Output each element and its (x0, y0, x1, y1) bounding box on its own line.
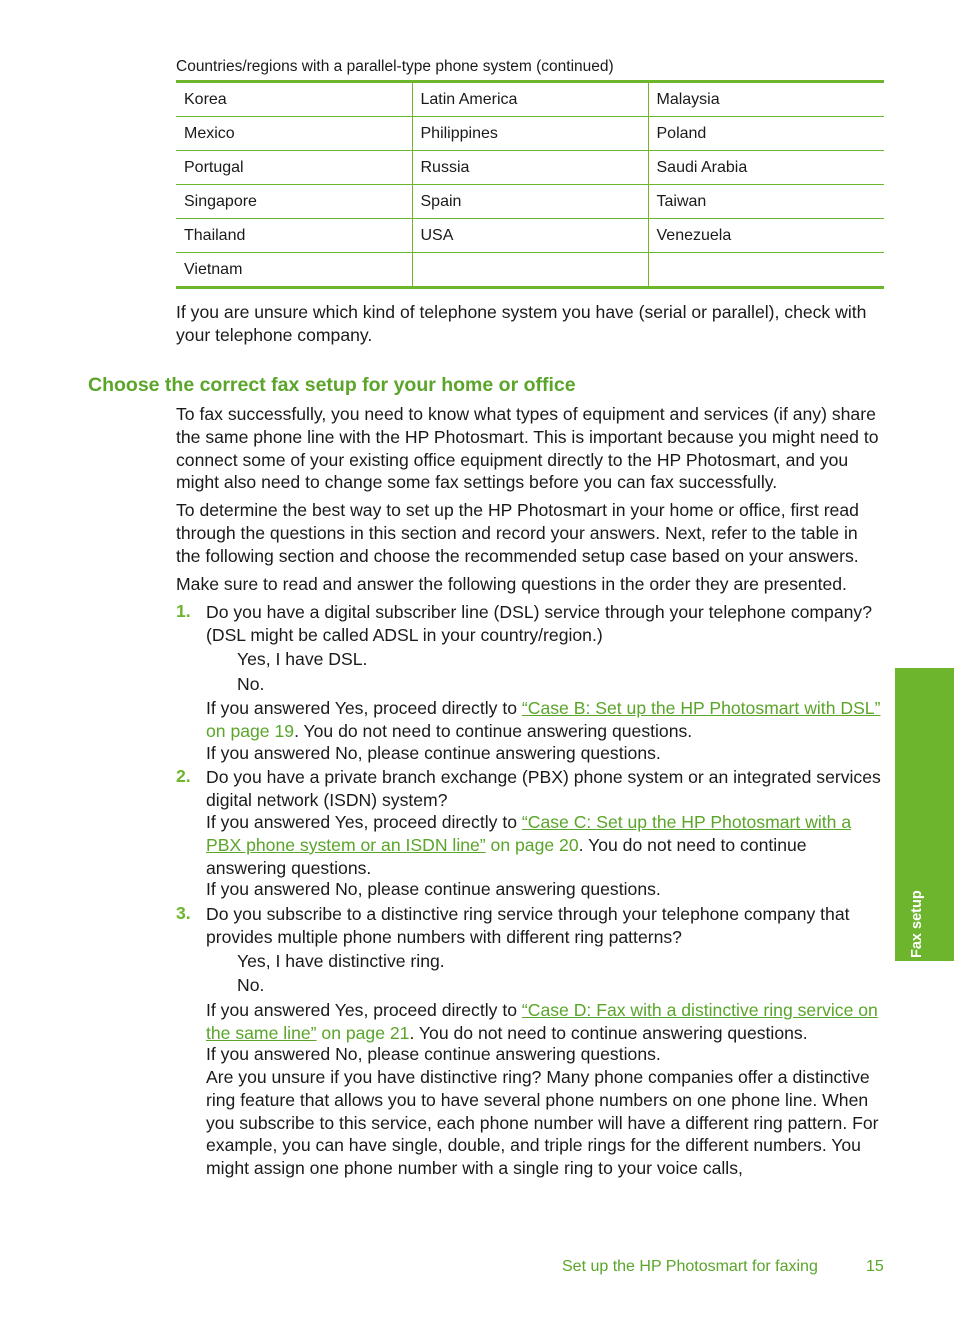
table-cell: Venezuela (648, 219, 884, 253)
page-number: 15 (866, 1258, 884, 1275)
footer-title: Set up the HP Photosmart for faxing (562, 1258, 818, 1275)
question-2-number: 2. (176, 766, 191, 786)
case-d-link[interactable]: “Case D: Fax with a distinctive ring service on the same line” on page 21 (206, 1000, 878, 1043)
table-row (176, 82, 884, 117)
question-2-no-answer: If you answered No, please continue answering questions. (206, 879, 661, 899)
question-1-number: 1. (176, 601, 191, 621)
table-cell: Spain (412, 185, 648, 219)
table-cell: Portugal (176, 151, 412, 185)
question-3-no-answer: If you answered No, please continue answering questions. (206, 1044, 661, 1064)
table-cell (412, 253, 648, 288)
side-tab (895, 668, 954, 961)
table-cell: Korea (176, 82, 412, 117)
table-cell: Saudi Arabia (648, 151, 884, 185)
question-2-text: Do you have a private branch exchange (PBX) phone system or an integrated services digital network (ISDN) system? (206, 767, 881, 810)
question-3-yes-answer: If you answered Yes, proceed directly to “Case D: Fax with a distinctive ring service on the same line” on page 21. You do not need to continue answering questions. (206, 1000, 878, 1043)
table-cell: Vietnam (176, 253, 412, 288)
table-cell: USA (412, 219, 648, 253)
table-row (176, 253, 884, 288)
table-cell: Philippines (412, 117, 648, 151)
table-caption: Countries/regions with a parallel-type phone system (continued) (176, 58, 614, 75)
table-cell: Taiwan (648, 185, 884, 219)
table-row (176, 117, 884, 151)
table-cell: Malaysia (648, 82, 884, 117)
intro-paragraph-1: To fax successfully, you need to know what types of equipment and services (if any) share the same phone line with the HP Photosmart. This is important because you might need to connect some of your existing office equipment directly to the HP Photosmart, and you might also need to change some fax settings before you can fax successfully. (176, 404, 879, 493)
table-cell: Singapore (176, 185, 412, 219)
question-3-option-no: No. (237, 975, 265, 995)
question-1-text: Do you have a digital subscriber line (DSL) service through your telephone company? (DSL might be called ADSL in your country/region.) (206, 602, 872, 645)
table-row (176, 151, 884, 185)
table-cell: Mexico (176, 117, 412, 151)
countries-table (176, 80, 884, 289)
case-b-link[interactable]: “Case B: Set up the HP Photosmart with DSL” on page 19 (206, 698, 881, 741)
table-cell: Russia (412, 151, 648, 185)
question-1-no-answer: If you answered No, please continue answering questions. (206, 743, 661, 763)
table-row (176, 219, 884, 253)
table-cell: Thailand (176, 219, 412, 253)
question-1-option-no: No. (237, 674, 265, 694)
question-3-extra: Are you unsure if you have distinctive ring? Many phone companies offer a distinctive ring feature that allows you to have several phone numbers on one phone line. When you subscribe to this service, each phone number will have a different ring pattern. For example, you can have single, double, and triple rings for the different numbers. You might assign one phone number with a single ring to your voice calls, (206, 1067, 879, 1179)
question-3-text: Do you subscribe to a distinctive ring service through your telephone company that provides multiple phone numbers with different ring patterns? (206, 904, 850, 947)
question-3-number: 3. (176, 903, 191, 923)
table-cell: Poland (648, 117, 884, 151)
case-c-link[interactable]: “Case C: Set up the HP Photosmart with a PBX phone system or an ISDN line” on page 20 (206, 812, 852, 855)
intro-paragraph-2: To determine the best way to set up the HP Photosmart in your home or office, first read through the questions in this section and record your answers. Next, refer to the table in the following section and choose the recommended setup case based on your answers. (176, 500, 859, 566)
side-tab-label: Fax setup (909, 890, 925, 958)
section-heading: Choose the correct fax setup for your home or office (88, 374, 576, 396)
question-1-option-yes: Yes, I have DSL. (237, 649, 368, 669)
question-3-option-yes: Yes, I have distinctive ring. (237, 951, 445, 971)
intro-paragraph-3: Make sure to read and answer the following questions in the order they are presented. (176, 574, 847, 594)
unsure-paragraph: If you are unsure which kind of telephone system you have (serial or parallel), check with your telephone company. (176, 302, 867, 345)
table-cell: Latin America (412, 82, 648, 117)
question-2-yes-answer: If you answered Yes, proceed directly to “Case C: Set up the HP Photosmart with a PBX phone system or an ISDN line” on page 20. You do not need to continue answering questions. (206, 812, 852, 878)
question-1-yes-answer: If you answered Yes, proceed directly to “Case B: Set up the HP Photosmart with DSL” on page 19. You do not need to continue answering questions. (206, 698, 881, 741)
table-row (176, 185, 884, 219)
table-cell (648, 253, 884, 288)
